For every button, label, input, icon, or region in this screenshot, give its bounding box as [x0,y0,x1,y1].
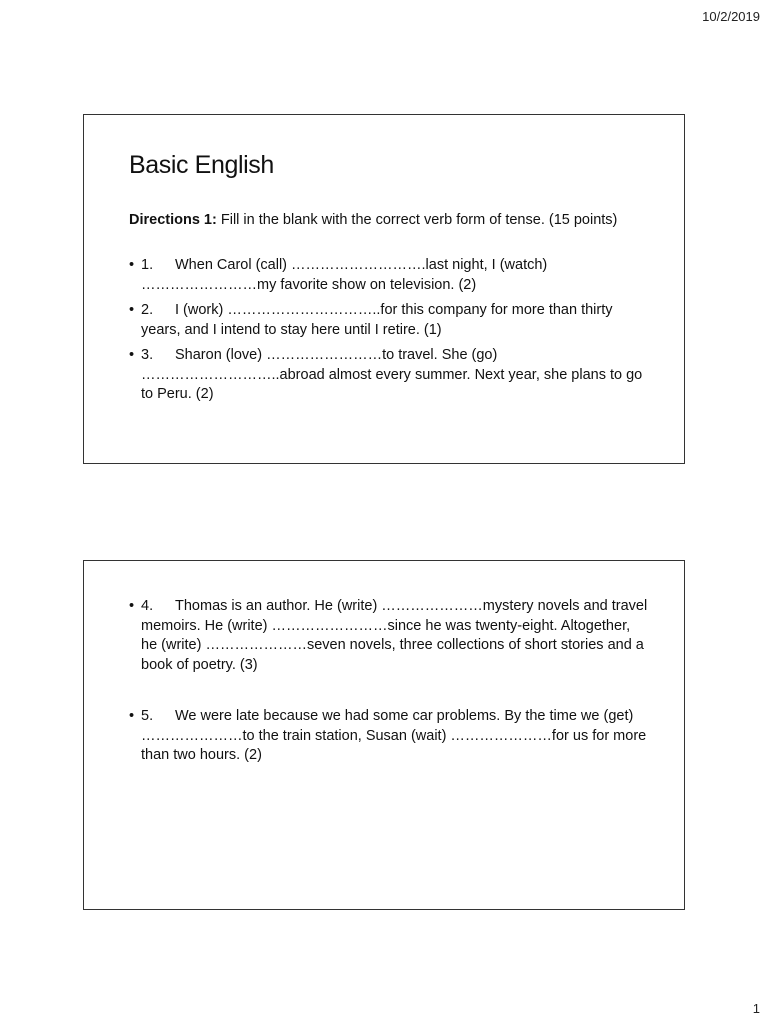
exercise-number: 2. [141,302,154,318]
bullet-dot: • [129,598,135,614]
slide-title: Basic English [129,151,274,179]
exercise-item-3 [129,346,649,405]
exercise-text: We were late because we had some car problems. By the time we (get) …………………to the train station, Susan (wait) …………………for us for more than two hours. (2) [141,708,647,763]
exercise-list [129,256,649,411]
bullet-dot: • [129,708,135,724]
exercise-text: Sharon (love) ……………………to travel. She (go) ………………………..abroad almost every summer. Next year, she plans to go to Peru. (2) [141,347,643,402]
exercise-list [129,597,649,798]
directions-label: Directions 1: [129,212,217,228]
bullet-dot: • [129,257,135,273]
exercise-number: 3. [141,347,154,363]
exercise-item-1 [129,256,649,295]
page-date: 10/2/2019 [702,9,760,24]
slide-1 [83,114,685,464]
bullet-dot: • [129,302,135,318]
bullet-dot: • [129,347,135,363]
directions [129,210,639,230]
exercise-number: 5. [141,708,154,724]
exercise-number: 1. [141,257,154,273]
exercise-text: I (work) …………………………..for this company for more than thirty years, and I intend to stay here until I retire. (1) [141,302,613,338]
exercise-number: 4. [141,598,154,614]
exercise-item-5 [129,707,649,766]
exercise-text: Thomas is an author. He (write) …………………mystery novels and travel memoirs. He (write) ……………………since he was twenty-eight. Altogether, he (write) …………………seven novels, three collections of short stories and a book of poetry. (3) [141,598,648,673]
directions-text: Fill in the blank with the correct verb form of tense. (15 points) [216,212,618,228]
exercise-text: When Carol (call) ……………………….last night, I (watch) ……………………my favorite show on television. (2) [141,257,548,293]
page-number: 1 [752,1001,760,1016]
slide-2 [83,560,685,910]
exercise-item-2 [129,301,649,340]
exercise-item-4 [129,597,649,675]
